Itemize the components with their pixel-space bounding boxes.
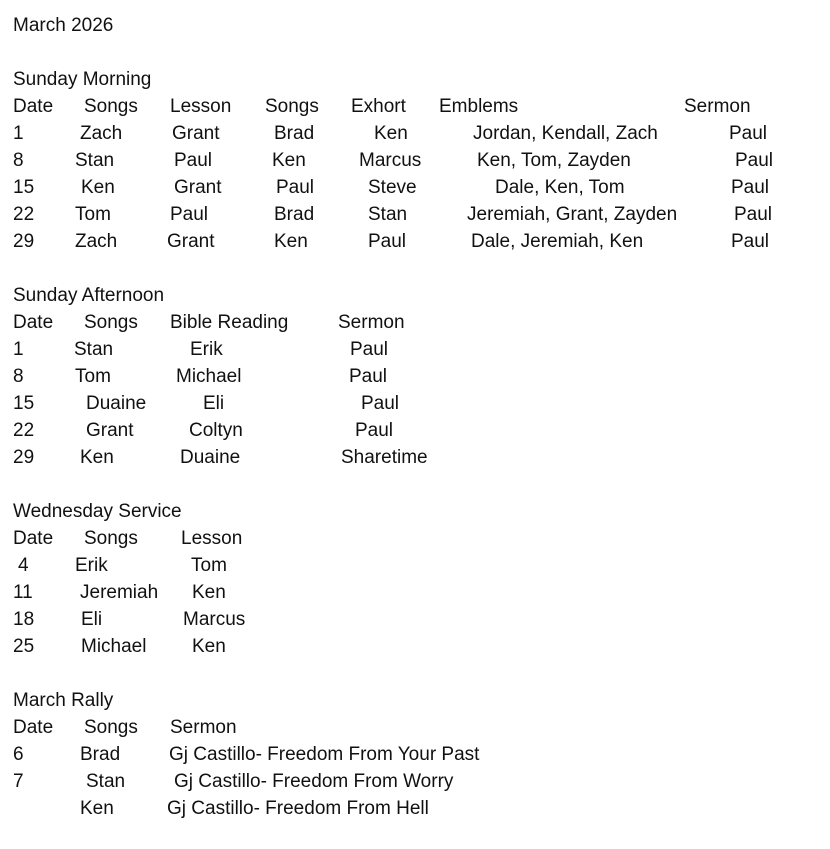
col-header-date: Date	[13, 96, 54, 117]
cell-date: 11	[13, 582, 33, 603]
cell-lesson: Ken	[192, 582, 226, 603]
cell-lesson: Paul	[174, 150, 213, 171]
col-header-lesson: Lesson	[170, 96, 232, 117]
cell-songs: Tom	[75, 366, 111, 387]
col-header-date: Date	[13, 717, 54, 738]
section-heading: Sunday Morning	[13, 69, 152, 90]
cell-date: 8	[13, 366, 24, 387]
col-header-songs: Songs	[84, 96, 138, 117]
cell-songs: Zach	[75, 231, 118, 252]
cell-sermon: Paul	[729, 123, 768, 144]
section-heading: March Rally	[13, 690, 114, 711]
col-header-sermon: Sermon	[170, 717, 237, 738]
cell-date: 1	[13, 339, 24, 360]
cell-lesson: Paul	[170, 204, 209, 225]
cell-songs: Grant	[86, 420, 134, 441]
cell-songs: Brad	[80, 744, 121, 765]
col-header-emblems: Emblems	[439, 96, 519, 117]
cell-emblems: Ken, Tom, Zayden	[477, 150, 631, 171]
cell-songs: Stan	[86, 771, 126, 792]
cell-bible-reading: Eli	[203, 393, 225, 414]
cell-emblems: Jordan, Kendall, Zach	[473, 123, 658, 144]
cell-emblems: Dale, Ken, Tom	[495, 177, 625, 198]
cell-emblems: Dale, Jeremiah, Ken	[471, 231, 644, 252]
cell-lesson: Grant	[172, 123, 220, 144]
cell-lesson: Grant	[167, 231, 215, 252]
cell-lesson: Tom	[191, 555, 227, 576]
cell-songs: Eli	[81, 609, 103, 630]
cell-date: 8	[13, 150, 24, 171]
cell-date: 6	[13, 744, 24, 765]
cell-lesson: Marcus	[183, 609, 246, 630]
cell-date: 29	[13, 447, 35, 468]
cell-sermon: Paul	[731, 177, 770, 198]
cell-date: 18	[13, 609, 35, 630]
cell-bible-reading: Duaine	[180, 447, 241, 468]
cell-songs-2: Paul	[276, 177, 315, 198]
cell-songs-2: Ken	[274, 231, 308, 252]
cell-bible-reading: Michael	[176, 366, 242, 387]
cell-sermon: Sharetime	[341, 447, 428, 468]
cell-sermon: Paul	[361, 393, 400, 414]
cell-date: 15	[13, 393, 35, 414]
cell-sermon: Gj Castillo- Freedom From Hell	[167, 798, 429, 819]
section-heading: Sunday Afternoon	[13, 285, 165, 306]
col-header-songs: Songs	[84, 312, 138, 333]
cell-date: 25	[13, 636, 35, 657]
cell-songs: Stan	[75, 150, 115, 171]
col-header-songs: Songs	[84, 528, 138, 549]
cell-exhort: Ken	[374, 123, 408, 144]
cell-songs: Duaine	[86, 393, 147, 414]
col-header-sermon: Sermon	[684, 96, 751, 117]
col-header-exhort: Exhort	[351, 96, 406, 117]
cell-bible-reading: Coltyn	[189, 420, 243, 441]
col-header-songs-2: Songs	[265, 96, 319, 117]
cell-songs: Ken	[80, 447, 114, 468]
cell-sermon: Paul	[355, 420, 394, 441]
col-header-songs: Songs	[84, 717, 138, 738]
cell-sermon: Paul	[731, 231, 770, 252]
cell-bible-reading: Erik	[190, 339, 223, 360]
cell-date: 4	[18, 555, 29, 576]
cell-sermon: Paul	[350, 339, 389, 360]
cell-exhort: Paul	[368, 231, 407, 252]
cell-date: 1	[13, 123, 24, 144]
cell-sermon: Gj Castillo- Freedom From Your Past	[169, 744, 480, 765]
col-header-date: Date	[13, 312, 54, 333]
cell-lesson: Grant	[174, 177, 222, 198]
cell-songs: Ken	[81, 177, 115, 198]
section-heading: Wednesday Service	[13, 501, 182, 522]
cell-songs: Erik	[75, 555, 108, 576]
cell-date: 7	[13, 771, 24, 792]
cell-exhort: Steve	[368, 177, 417, 198]
cell-songs: Tom	[75, 204, 111, 225]
cell-emblems: Jeremiah, Grant, Zayden	[467, 204, 678, 225]
cell-songs-2: Brad	[274, 123, 315, 144]
cell-sermon: Paul	[349, 366, 388, 387]
col-header-bible-reading: Bible Reading	[170, 312, 289, 333]
cell-date: 29	[13, 231, 35, 252]
cell-sermon: Gj Castillo- Freedom From Worry	[174, 771, 454, 792]
cell-songs-2: Ken	[272, 150, 306, 171]
cell-sermon: Paul	[734, 204, 773, 225]
cell-lesson: Ken	[192, 636, 226, 657]
cell-date: 22	[13, 420, 35, 441]
document-title: March 2026	[13, 15, 114, 36]
cell-exhort: Marcus	[359, 150, 422, 171]
cell-sermon: Paul	[735, 150, 774, 171]
cell-songs: Ken	[80, 798, 114, 819]
col-header-sermon: Sermon	[338, 312, 405, 333]
cell-date: 15	[13, 177, 35, 198]
cell-songs: Michael	[81, 636, 147, 657]
cell-songs: Stan	[74, 339, 114, 360]
cell-songs: Zach	[80, 123, 123, 144]
cell-songs: Jeremiah	[80, 582, 159, 603]
cell-songs-2: Brad	[274, 204, 315, 225]
cell-date: 22	[13, 204, 35, 225]
col-header-date: Date	[13, 528, 54, 549]
cell-exhort: Stan	[368, 204, 408, 225]
col-header-lesson: Lesson	[181, 528, 243, 549]
